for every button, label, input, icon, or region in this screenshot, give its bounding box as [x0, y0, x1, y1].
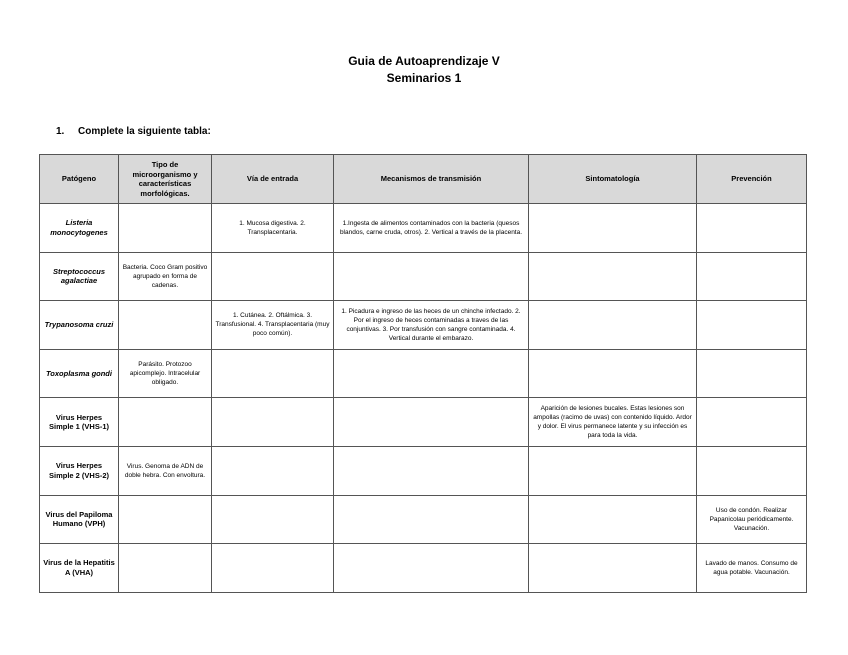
mecanismos-cell	[334, 398, 529, 447]
table-row	[40, 398, 807, 447]
tipo-cell	[119, 204, 212, 253]
prevencion-cell	[697, 301, 807, 350]
mecanismos-cell	[334, 495, 529, 544]
mecanismos-cell: 1. Picadura e ingreso de las heces de un chinche infectado. 2. Por el ingreso de heces contaminadas a traves de las conjuntivas. 3. Por transfusión con sangre contaminada. 4. Vertical durante el embarazo.	[334, 301, 529, 350]
via-cell	[212, 544, 334, 593]
table-row	[40, 495, 807, 544]
table-row	[40, 544, 807, 593]
pathogen-cell: Virus Herpes Simple 2 (VHS-2)	[40, 446, 119, 495]
via-cell: 1. Cutánea. 2. Oftálmica. 3. Transfusional. 4. Transplacentaria (muy poco común).	[212, 301, 334, 350]
instruction-number: 1.	[56, 126, 65, 137]
prevencion-cell	[697, 252, 807, 301]
tipo-cell: Bacteria. Coco Gram positivo agrupado en forma de cadenas.	[119, 252, 212, 301]
header-mecanismos: Mecanismos de transmisión	[334, 155, 529, 204]
pathogen-cell: Virus del Papiloma Humano (VPH)	[40, 495, 119, 544]
header-tipo: Tipo de microorganismo y características morfológicas.	[119, 155, 212, 204]
sintomatologia-cell	[529, 544, 697, 593]
prevencion-cell	[697, 398, 807, 447]
instruction-text: Complete la siguiente tabla:	[78, 126, 211, 137]
header-patogeno: Patógeno	[40, 155, 119, 204]
sintomatologia-cell	[529, 446, 697, 495]
mecanismos-cell: 1.Ingesta de alimentos contaminados con la bacteria (quesos blandos, carne cruda, otros). 2. Vertical a través de la placenta.	[334, 204, 529, 253]
table-row	[40, 446, 807, 495]
sintomatologia-cell	[529, 252, 697, 301]
prevencion-cell: Uso de condón. Realizar Papanicolau periódicamente. Vacunación.	[697, 495, 807, 544]
table-row	[40, 204, 807, 253]
sintomatologia-cell	[529, 301, 697, 350]
table-row	[40, 252, 807, 301]
pathogen-cell: Virus Herpes Simple 1 (VHS-1)	[40, 398, 119, 447]
instruction	[56, 126, 211, 137]
pathogen-cell: Virus de la Hepatitis A (VHA)	[40, 544, 119, 593]
pathogen-cell: Streptococcus agalactiae	[40, 252, 119, 301]
tipo-cell	[119, 301, 212, 350]
sintomatologia-cell	[529, 204, 697, 253]
pathogen-cell: Trypanosoma cruzi	[40, 301, 119, 350]
via-cell	[212, 446, 334, 495]
tipo-cell	[119, 495, 212, 544]
pathogen-table	[39, 154, 807, 593]
mecanismos-cell	[334, 252, 529, 301]
tipo-cell	[119, 544, 212, 593]
via-cell	[212, 495, 334, 544]
header-sintomatologia: Sintomatología	[529, 155, 697, 204]
mecanismos-cell	[334, 446, 529, 495]
table-row	[40, 301, 807, 350]
document-title: Guia de Autoaprendizaje V	[348, 54, 500, 68]
pathogen-cell: Toxoplasma gondi	[40, 349, 119, 398]
table-header-row	[40, 155, 807, 204]
document-subtitle: Seminarios 1	[386, 71, 462, 85]
sintomatologia-cell: Aparición de lesiones bucales. Estas lesiones son ampollas (racimo de uvas) con contenido líquido. Ardor y dolor. El virus permanece latente y su infección es para toda la vida.	[529, 398, 697, 447]
header-prevencion: Prevención	[697, 155, 807, 204]
header-via: Vía de entrada	[212, 155, 334, 204]
via-cell	[212, 252, 334, 301]
sintomatologia-cell	[529, 349, 697, 398]
table-row	[40, 349, 807, 398]
tipo-cell: Virus. Genoma de ADN de doble hebra. Con envoltura.	[119, 446, 212, 495]
via-cell: 1. Mucosa digestiva. 2. Transplacentaria.	[212, 204, 334, 253]
prevencion-cell	[697, 446, 807, 495]
prevencion-cell	[697, 349, 807, 398]
mecanismos-cell	[334, 349, 529, 398]
tipo-cell: Parásito. Protozoo apicomplejo. Intracelular obligado.	[119, 349, 212, 398]
sintomatologia-cell	[529, 495, 697, 544]
prevencion-cell: Lavado de manos. Consumo de agua potable. Vacunación.	[697, 544, 807, 593]
via-cell	[212, 349, 334, 398]
prevencion-cell	[697, 204, 807, 253]
pathogen-cell: Listeria monocytogenes	[40, 204, 119, 253]
via-cell	[212, 398, 334, 447]
tipo-cell	[119, 398, 212, 447]
mecanismos-cell	[334, 544, 529, 593]
